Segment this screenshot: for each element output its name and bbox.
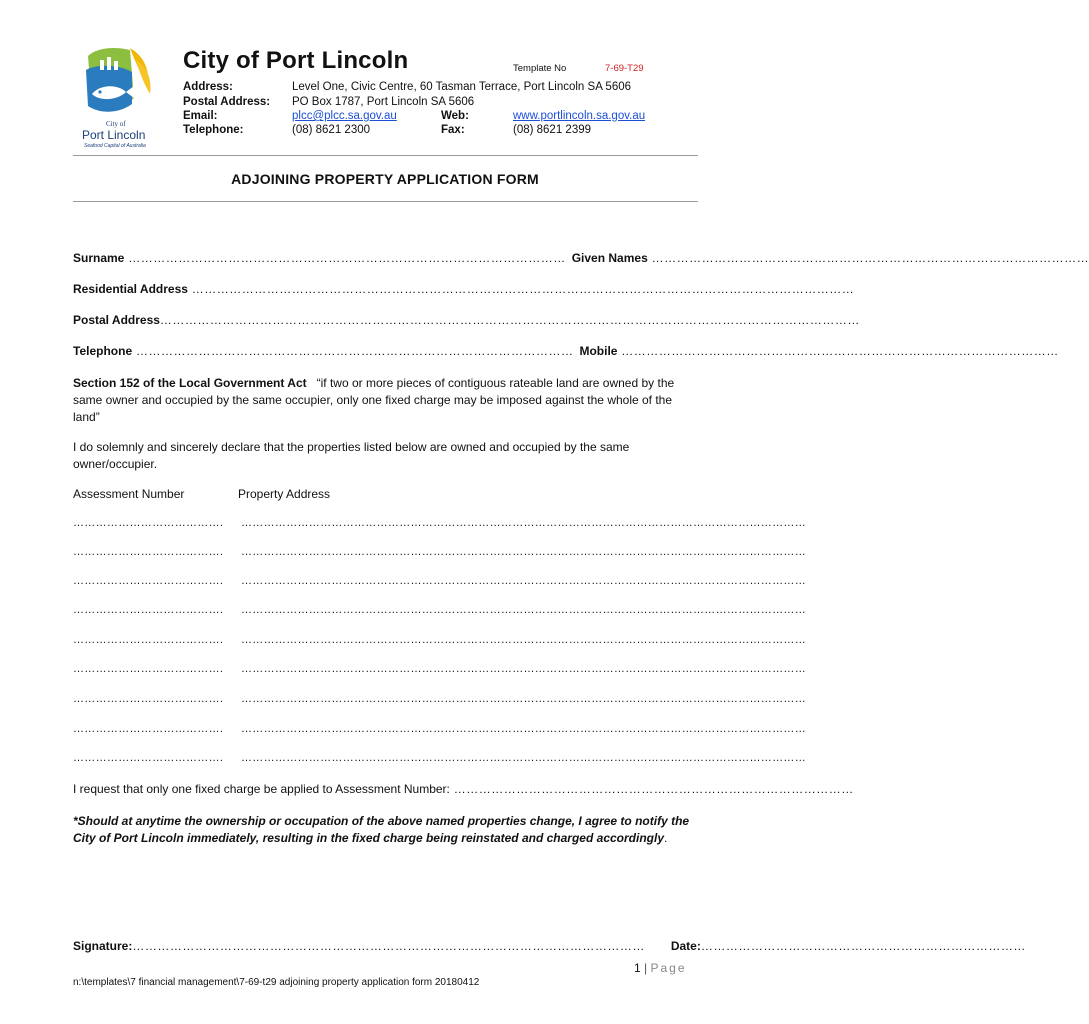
property-address-field[interactable]: …………………………………………………………………………………………………………………………………… bbox=[241, 663, 806, 675]
residential-address-row bbox=[73, 282, 855, 296]
date-field[interactable]: …………………………………………………………………… bbox=[700, 939, 1026, 953]
assessment-number-field[interactable]: …………………………………. bbox=[73, 604, 224, 616]
surname-label: Surname bbox=[73, 251, 125, 265]
assessment-number-header: Assessment Number bbox=[73, 487, 185, 501]
property-address-field[interactable]: …………………………………………………………………………………………………………………………………… bbox=[241, 752, 806, 764]
logo-tagline: Seafood Capital of Australia bbox=[84, 143, 146, 149]
postal-address-row bbox=[73, 313, 860, 327]
form-title: ADJOINING PROPERTY APPLICATION FORM bbox=[231, 171, 539, 187]
web-label: Web: bbox=[441, 110, 469, 122]
request-row bbox=[73, 782, 854, 796]
email-link[interactable]: plcc@plcc.sa.gov.au bbox=[292, 110, 397, 122]
property-address-field[interactable]: …………………………………………………………………………………………………………………………………… bbox=[241, 575, 806, 587]
signature-field[interactable]: …………………………………………………………………………………………………………… bbox=[132, 939, 645, 953]
declaration-paragraph: I do solemnly and sincerely declare that the properties listed below are owned and occupied by the same owner/occupier. bbox=[73, 440, 630, 471]
logo-small-text: City of bbox=[106, 120, 126, 128]
property-row bbox=[73, 517, 806, 531]
postal-address-field-label: Postal Address bbox=[73, 313, 160, 327]
surname-field[interactable]: …………………………………………………………………………………………… bbox=[124, 251, 566, 265]
property-row bbox=[73, 604, 806, 618]
name-row bbox=[73, 251, 1089, 265]
logo-name: Port Lincoln bbox=[82, 128, 146, 142]
page-separator: | bbox=[644, 961, 648, 975]
property-row bbox=[73, 546, 806, 560]
section-152-paragraph bbox=[73, 375, 698, 426]
date-label: Date: bbox=[670, 939, 701, 953]
council-logo-emblem bbox=[78, 42, 158, 122]
email-label: Email: bbox=[183, 110, 218, 122]
page-word: Page bbox=[650, 961, 687, 975]
assessment-number-field[interactable]: …………………………………. bbox=[73, 663, 224, 675]
footer-file-path: n:\templates\7 financial management\7-69-t29 adjoining property application form 20180412 bbox=[73, 977, 480, 988]
mobile-label: Mobile bbox=[579, 344, 618, 358]
telephone-label: Telephone: bbox=[183, 124, 244, 136]
phone-row bbox=[73, 344, 1059, 358]
residential-address-label: Residential Address bbox=[73, 282, 188, 296]
fax-value: (08) 8621 2399 bbox=[513, 124, 592, 136]
template-number: 7-69-T29 bbox=[605, 63, 644, 74]
section-152-reference: Section 152 of the Local Government Act bbox=[73, 376, 307, 390]
assessment-number-field[interactable]: …………………………………. bbox=[73, 752, 224, 764]
address-label: Address: bbox=[183, 81, 233, 93]
section-152-quote: “if two or more pieces of contiguous rateable land are owned by the same owner and occupied by the same occupier, only one fixed charge may be imposed against the whole of the land” bbox=[73, 376, 675, 424]
residential-address-field[interactable]: …………………………………………………………………………………………………………………………………………… bbox=[187, 282, 855, 296]
signature-label: Signature: bbox=[73, 939, 133, 953]
property-row bbox=[73, 663, 806, 677]
signature-row bbox=[73, 939, 1026, 953]
telephone-field[interactable]: …………………………………………………………………………………………… bbox=[132, 344, 574, 358]
property-address-field[interactable]: …………………………………………………………………………………………………………………………………… bbox=[241, 693, 806, 705]
web-link[interactable]: www.portlincoln.sa.gov.au bbox=[513, 110, 646, 122]
property-row bbox=[73, 723, 806, 737]
assessment-number-field[interactable]: …………………………………. bbox=[73, 517, 224, 529]
address-value: Level One, Civic Centre, 60 Tasman Terrace, Port Lincoln SA 5606 bbox=[292, 81, 632, 93]
property-row bbox=[73, 752, 806, 766]
property-address-field[interactable]: …………………………………………………………………………………………………………………………………… bbox=[241, 634, 806, 646]
request-text: I request that only one fixed charge be applied to Assessment Number: bbox=[73, 782, 450, 796]
postal-address-label: Postal Address: bbox=[183, 96, 271, 108]
page-number-value: 1 bbox=[634, 961, 641, 975]
assessment-number-field[interactable]: …………………………………. bbox=[73, 634, 224, 646]
property-address-field[interactable]: …………………………………………………………………………………………………………………………………… bbox=[241, 604, 806, 616]
notice-text: *Should at anytime the ownership or occupation of the above named properties change, I agree to notify the City of Port Lincoln immediately, resulting in the fixed charge being reinstated and charged accordingly bbox=[73, 814, 690, 845]
telephone-value: (08) 8621 2300 bbox=[292, 124, 371, 136]
notice-end: . bbox=[664, 831, 668, 845]
given-names-field[interactable]: …………………………………………………………………………………………… bbox=[647, 251, 1089, 265]
assessment-number-field[interactable]: …………………………………. bbox=[73, 693, 224, 705]
template-label: Template No bbox=[513, 63, 567, 74]
property-address-field[interactable]: …………………………………………………………………………………………………………………………………… bbox=[241, 546, 806, 558]
notice-paragraph bbox=[73, 813, 698, 847]
title-divider bbox=[73, 201, 698, 202]
property-address-header: Property Address bbox=[238, 487, 331, 501]
property-address-field[interactable]: …………………………………………………………………………………………………………………………………… bbox=[241, 517, 806, 529]
property-row bbox=[73, 634, 806, 648]
page-number bbox=[634, 961, 687, 975]
property-address-field[interactable]: …………………………………………………………………………………………………………………………………… bbox=[241, 723, 806, 735]
telephone-field-label: Telephone bbox=[73, 344, 133, 358]
property-row bbox=[73, 575, 806, 589]
assessment-number-field[interactable]: …………………………………. bbox=[73, 575, 224, 587]
council-logo bbox=[78, 42, 158, 152]
postal-address-value: PO Box 1787, Port Lincoln SA 5606 bbox=[292, 96, 475, 108]
fax-label: Fax: bbox=[441, 124, 465, 136]
mobile-field[interactable]: …………………………………………………………………………………………… bbox=[617, 344, 1059, 358]
council-name: City of Port Lincoln bbox=[183, 47, 409, 74]
given-names-label: Given Names bbox=[571, 251, 648, 265]
header-divider bbox=[73, 155, 698, 156]
assessment-number-field[interactable]: …………………………………. bbox=[73, 723, 224, 735]
assessment-number-field[interactable]: …………………………………. bbox=[73, 546, 224, 558]
property-row bbox=[73, 693, 806, 707]
request-assessment-field[interactable]: …………………………………………………………………………………… bbox=[449, 782, 854, 796]
postal-address-field[interactable]: …………………………………………………………………………………………………………………………………………………… bbox=[159, 313, 860, 327]
